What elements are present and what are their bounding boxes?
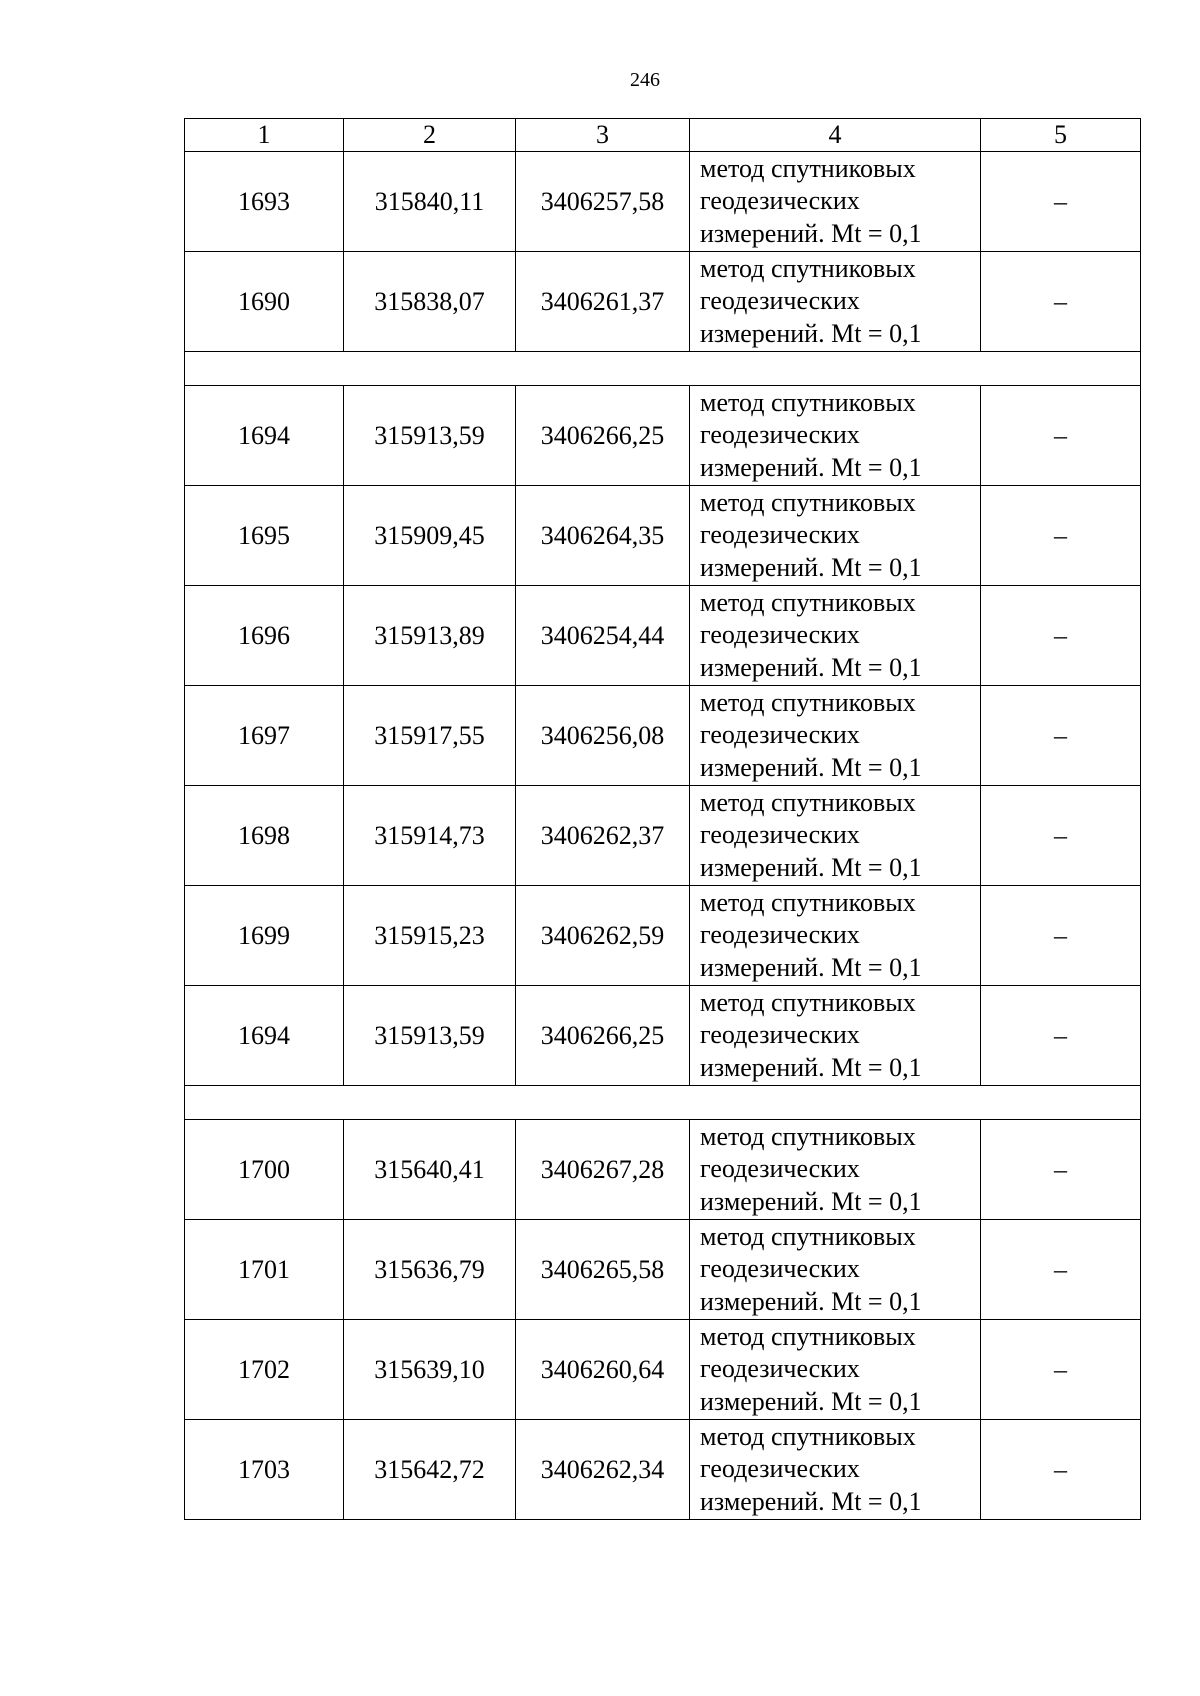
note-cell: – (981, 252, 1141, 352)
point-number-cell: 1696 (185, 586, 344, 686)
x-coordinate-cell: 315639,10 (344, 1320, 516, 1420)
point-number-cell: 1699 (185, 886, 344, 986)
point-number-cell: 1694 (185, 386, 344, 486)
method-cell: метод спутниковых геодезических измерений. Mt = 0,1 (690, 152, 981, 252)
note-cell: – (981, 686, 1141, 786)
x-coordinate-cell: 315840,11 (344, 152, 516, 252)
y-coordinate-cell: 3406265,58 (516, 1220, 690, 1320)
page-number: 246 (630, 69, 660, 91)
table-row (185, 1420, 1141, 1520)
note-cell: – (981, 886, 1141, 986)
y-coordinate-cell: 3406256,08 (516, 686, 690, 786)
table-row (185, 386, 1141, 486)
header-cell-1: 1 (185, 119, 344, 152)
x-coordinate-cell: 315640,41 (344, 1120, 516, 1220)
group-separator-cell (185, 352, 1141, 386)
table-row (185, 986, 1141, 1086)
y-coordinate-cell: 3406266,25 (516, 986, 690, 1086)
table-row (185, 686, 1141, 786)
x-coordinate-cell: 315642,72 (344, 1420, 516, 1520)
point-number-cell: 1694 (185, 986, 344, 1086)
note-cell: – (981, 1220, 1141, 1320)
method-cell: метод спутниковых геодезических измерений. Mt = 0,1 (690, 1220, 981, 1320)
method-cell: метод спутниковых геодезических измерений. Mt = 0,1 (690, 1420, 981, 1520)
header-cell-2: 2 (344, 119, 516, 152)
point-number-cell: 1695 (185, 486, 344, 586)
method-cell: метод спутниковых геодезических измерений. Mt = 0,1 (690, 586, 981, 686)
x-coordinate-cell: 315913,59 (344, 986, 516, 1086)
x-coordinate-cell: 315913,59 (344, 386, 516, 486)
note-cell: – (981, 152, 1141, 252)
point-number-cell: 1702 (185, 1320, 344, 1420)
note-cell: – (981, 786, 1141, 886)
note-cell: – (981, 1120, 1141, 1220)
x-coordinate-cell: 315636,79 (344, 1220, 516, 1320)
note-cell: – (981, 1320, 1141, 1420)
table-row (185, 1220, 1141, 1320)
point-number-cell: 1690 (185, 252, 344, 352)
point-number-cell: 1701 (185, 1220, 344, 1320)
y-coordinate-cell: 3406254,44 (516, 586, 690, 686)
y-coordinate-cell: 3406267,28 (516, 1120, 690, 1220)
group-separator-row (185, 352, 1141, 386)
x-coordinate-cell: 315838,07 (344, 252, 516, 352)
coordinates-table (184, 118, 1141, 1520)
y-coordinate-cell: 3406257,58 (516, 152, 690, 252)
method-cell: метод спутниковых геодезических измерений. Mt = 0,1 (690, 252, 981, 352)
method-cell: метод спутниковых геодезических измерений. Mt = 0,1 (690, 486, 981, 586)
table-row (185, 586, 1141, 686)
table-row (185, 886, 1141, 986)
y-coordinate-cell: 3406262,59 (516, 886, 690, 986)
y-coordinate-cell: 3406260,64 (516, 1320, 690, 1420)
point-number-cell: 1698 (185, 786, 344, 886)
x-coordinate-cell: 315909,45 (344, 486, 516, 586)
y-coordinate-cell: 3406261,37 (516, 252, 690, 352)
method-cell: метод спутниковых геодезических измерений. Mt = 0,1 (690, 1320, 981, 1420)
x-coordinate-cell: 315913,89 (344, 586, 516, 686)
table-body (185, 119, 1141, 1520)
group-separator-cell (185, 1086, 1141, 1120)
note-cell: – (981, 586, 1141, 686)
table-header-row (185, 119, 1141, 152)
table-row (185, 786, 1141, 886)
point-number-cell: 1700 (185, 1120, 344, 1220)
group-separator-row (185, 1086, 1141, 1120)
table-row (185, 1320, 1141, 1420)
table-row (185, 252, 1141, 352)
table-row (185, 486, 1141, 586)
y-coordinate-cell: 3406264,35 (516, 486, 690, 586)
y-coordinate-cell: 3406262,34 (516, 1420, 690, 1520)
method-cell: метод спутниковых геодезических измерений. Mt = 0,1 (690, 786, 981, 886)
note-cell: – (981, 386, 1141, 486)
header-cell-3: 3 (516, 119, 690, 152)
method-cell: метод спутниковых геодезических измерений. Mt = 0,1 (690, 386, 981, 486)
point-number-cell: 1693 (185, 152, 344, 252)
y-coordinate-cell: 3406266,25 (516, 386, 690, 486)
method-cell: метод спутниковых геодезических измерений. Mt = 0,1 (690, 686, 981, 786)
x-coordinate-cell: 315914,73 (344, 786, 516, 886)
table-row (185, 152, 1141, 252)
note-cell: – (981, 986, 1141, 1086)
header-cell-5: 5 (981, 119, 1141, 152)
table-row (185, 1120, 1141, 1220)
x-coordinate-cell: 315915,23 (344, 886, 516, 986)
method-cell: метод спутниковых геодезических измерений. Mt = 0,1 (690, 886, 981, 986)
y-coordinate-cell: 3406262,37 (516, 786, 690, 886)
method-cell: метод спутниковых геодезических измерений. Mt = 0,1 (690, 986, 981, 1086)
x-coordinate-cell: 315917,55 (344, 686, 516, 786)
point-number-cell: 1697 (185, 686, 344, 786)
header-cell-4: 4 (690, 119, 981, 152)
point-number-cell: 1703 (185, 1420, 344, 1520)
note-cell: – (981, 1420, 1141, 1520)
method-cell: метод спутниковых геодезических измерений. Mt = 0,1 (690, 1120, 981, 1220)
note-cell: – (981, 486, 1141, 586)
